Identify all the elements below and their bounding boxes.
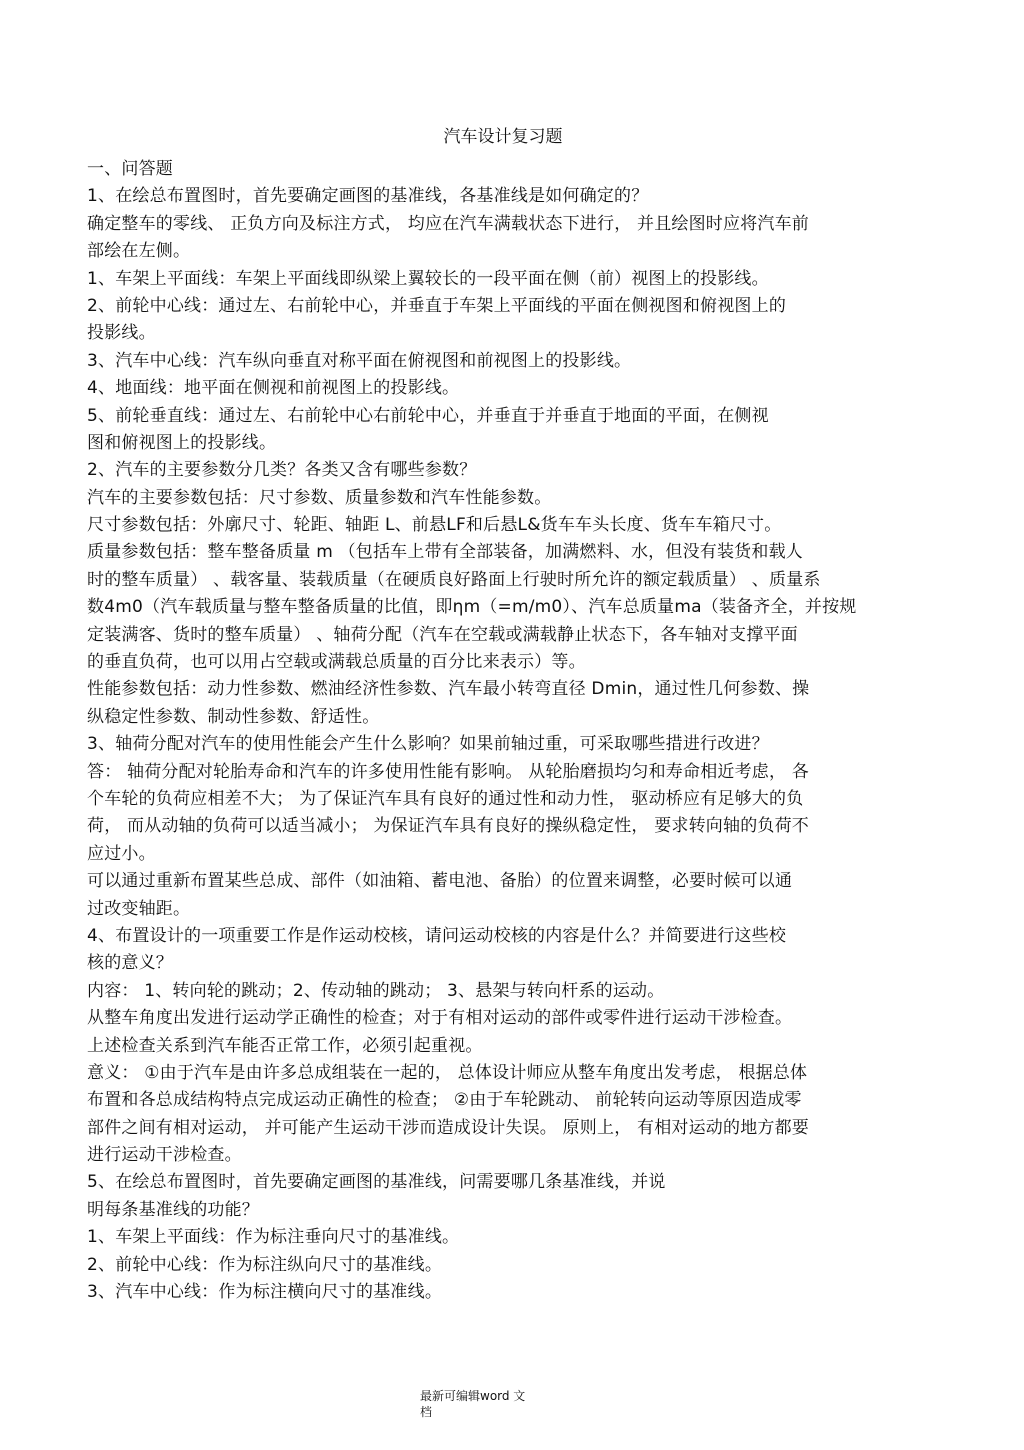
- text-line: 1、在绘总布置图时，首先要确定画图的基准线，各基准线是如何确定的？: [87, 186, 649, 207]
- text-line: 纵稳定性参数、制动性参数、舒适性。: [87, 706, 380, 727]
- text-line: 答： 轴荷分配对轮胎寿命和汽车的许多使用性能有影响。 从轮胎磨损均匀和寿命相近考虑， 各: [87, 761, 810, 782]
- text-line: 投影线。: [87, 323, 156, 344]
- text-line: 核的意义？: [87, 953, 173, 974]
- text-line: 汽车的主要参数包括：尺寸参数、质量参数和汽车性能参数。: [87, 487, 552, 508]
- text-line: 4、布置设计的一项重要工作是作运动校核，请问运动校核的内容是什么？并简要进行这些校: [87, 925, 787, 946]
- text-line: 部件之间有相对运动， 并可能产生运动干涉而造成设计失误。 原则上， 有相对运动的地方都要: [87, 1117, 810, 1138]
- text-line: 过改变轴距。: [87, 898, 191, 919]
- text-line: 1、车架上平面线：车架上平面线即纵梁上翼较长的一段平面在侧（前）视图上的投影线。: [87, 268, 769, 289]
- footer-text-line2: 档: [420, 1405, 433, 1419]
- text-line: 质量参数包括：整车整备质量 m （包括车上带有全部装备，加满燃料、水，但没有装货和载人: [87, 542, 803, 563]
- text-line: 意义： ①由于汽车是由许多总成组装在一起的， 总体设计师应从整车角度出发考虑， 根据总体: [87, 1062, 808, 1083]
- text-line: 个车轮的负荷应相差不大； 为了保证汽车具有良好的通过性和动力性， 驱动桥应有足够大的负: [87, 788, 804, 809]
- text-line: 2、前轮中心线：作为标注纵向尺寸的基准线。: [87, 1254, 443, 1275]
- text-line: 布置和各总成结构特点完成运动正确性的检查； ②由于车轮跳动、 前轮转向运动等原因造成零: [87, 1090, 802, 1111]
- text-line: 数4m0（汽车载质量与整车整备质量的比值，即ηm（=m/m0）、汽车总质量ma（装备齐全，并按规: [87, 597, 857, 618]
- text-line: 5、在绘总布置图时，首先要确定画图的基准线，问需要哪几条基准线，并说: [87, 1172, 666, 1193]
- text-line: 2、前轮中心线：通过左、右前轮中心，并垂直于车架上平面线的平面在侧视图和俯视图上的: [87, 295, 787, 316]
- text-line: 尺寸参数包括：外廓尺寸、轮距、轴距 L、前悬LF和后悬L&货车车头长度、货车车箱尺寸。: [87, 515, 782, 536]
- document-body: [87, 156, 927, 1306]
- text-line: 应过小。: [87, 843, 156, 864]
- page-title: 汽车设计复习题: [443, 127, 563, 147]
- text-line: 3、轴荷分配对汽车的使用性能会产生什么影响？如果前轴过重，可采取哪些措进行改进？: [87, 734, 769, 755]
- text-line: 图和俯视图上的投影线。: [87, 432, 277, 453]
- text-line: 2、汽车的主要参数分几类？各类又含有哪些参数？: [87, 460, 477, 481]
- text-line: 定装满客、货时的整车质量） 、轴荷分配（汽车在空载或满载静止状态下，各车轴对支撑平面: [87, 624, 798, 645]
- text-line: 荷， 而从动轴的负荷可以适当减小； 为保证汽车具有良好的操纵稳定性， 要求转向轴的负荷不: [87, 816, 810, 837]
- text-line: 3、汽车中心线：作为标注横向尺寸的基准线。: [87, 1282, 443, 1303]
- page-footer: [420, 1388, 620, 1420]
- text-line: 确定整车的零线、 正负方向及标注方式， 均应在汽车满载状态下进行， 并且绘图时应将汽车前: [87, 213, 810, 234]
- text-line: 可以通过重新布置某些总成、部件（如油箱、蓄电池、备胎）的位置来调整，必要时候可以通: [87, 871, 793, 892]
- text-line: 内容： 1、转向轮的跳动；2、传动轴的跳动； 3、悬架与转向杆系的运动。: [87, 980, 665, 1001]
- text-line: 一、问答题: [87, 159, 173, 179]
- text-line: 部绘在左侧。: [87, 241, 191, 262]
- text-line: 4、地面线：地平面在侧视和前视图上的投影线。: [87, 378, 460, 399]
- text-line: 进行运动干涉检查。: [87, 1145, 242, 1166]
- text-line: 的垂直负荷，也可以用占空载或满载总质量的百分比来表示）等。: [87, 652, 586, 673]
- text-line: 1、车架上平面线：作为标注垂向尺寸的基准线。: [87, 1227, 460, 1248]
- text-line: 5、前轮垂直线：通过左、右前轮中心右前轮中心，并垂直于并垂直于地面的平面，在侧视: [87, 405, 769, 426]
- text-line: 性能参数包括：动力性参数、燃油经济性参数、汽车最小转弯直径 Dmin，通过性几何参数、操: [87, 679, 810, 700]
- text-line: 上述检查关系到汽车能否正常工作，必须引起重视。: [87, 1035, 483, 1056]
- text-line: 时的整车质量） 、载客量、装载质量（在硬质良好路面上行驶时所允许的额定载质量） 、质量系: [87, 569, 821, 590]
- text-line: 从整车角度出发进行运动学正确性的检查；对于有相对运动的部件或零件进行运动干涉检查。: [87, 1008, 793, 1029]
- text-line: 明每条基准线的功能？: [87, 1199, 259, 1220]
- footer-text-line1: 最新可编辑word 文: [420, 1389, 526, 1403]
- text-line: 3、汽车中心线：汽车纵向垂直对称平面在俯视图和前视图上的投影线。: [87, 350, 632, 371]
